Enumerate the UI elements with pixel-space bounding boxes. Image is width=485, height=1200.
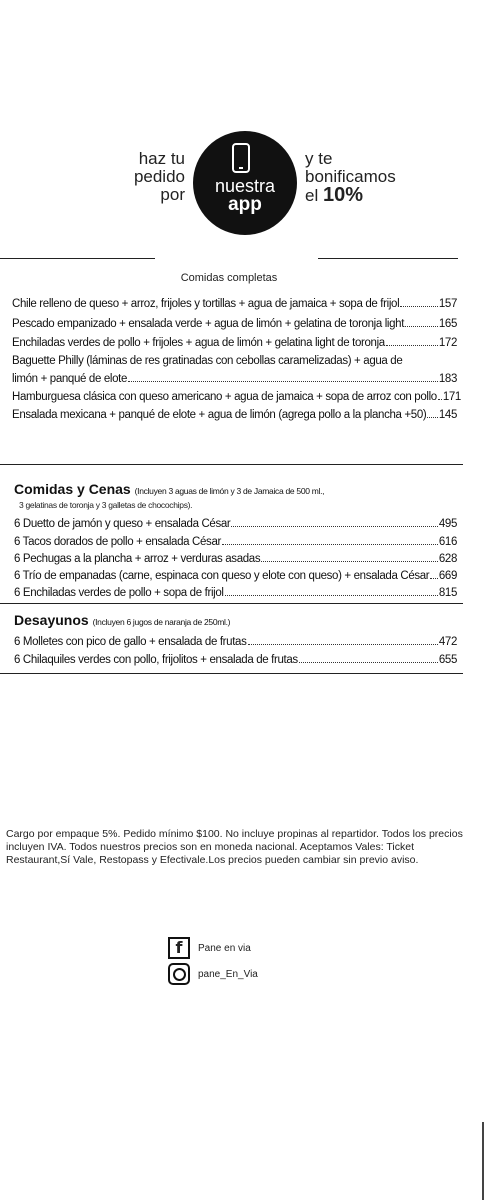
menu-item-price: 472 [438, 636, 457, 648]
section-title-comidas-y-cenas [14, 481, 324, 497]
promo-right-line [305, 186, 475, 205]
promo-right-line: bonificamos [305, 167, 396, 186]
menu-item [12, 298, 457, 310]
dot-leader [438, 399, 442, 400]
dot-leader [222, 544, 438, 545]
section-note: (Incluyen 6 jugos de naranja de 250ml.) [92, 617, 231, 627]
facebook-link[interactable] [168, 937, 251, 959]
dot-leader [248, 644, 438, 645]
divider [0, 464, 463, 465]
menu-item-price: 145 [438, 409, 457, 421]
menu-item-price: 628 [438, 553, 457, 565]
menu-item-desc: Enchiladas verdes de pollo + frijoles + agua de limón + gelatina light de toronja [12, 337, 385, 349]
menu-item [14, 636, 457, 648]
menu-item-desc: 6 Pechugas a la plancha + arroz + verduras asadas [14, 553, 261, 565]
dot-leader [299, 662, 438, 663]
promo-left-line: pedido [133, 167, 185, 186]
terms-text: Cargo por empaque 5%. Pedido mínimo $100. No incluye propinas al repartidor. Todos los precios incluyen IVA. Todos nuestros precios son en moneda nacional. Aceptamos Vales: Ticket Restaurant,Sí Vale, Restopass y Efectivale.Los precios pueden cambiar sin previo aviso. [6, 828, 463, 866]
menu-item-desc: Ensalada mexicana + panqué de elote + agua de limón (agrega pollo a la plancha +50) [12, 409, 427, 421]
menu-item-desc: 6 Duetto de jamón y queso + ensalada César [14, 518, 231, 530]
section-title-text: Comidas y Cenas [14, 481, 131, 497]
menu-item-price: 655 [438, 654, 457, 666]
menu-item [12, 373, 457, 385]
divider [0, 603, 463, 604]
dot-leader [231, 526, 437, 527]
facebook-label: Pane en via [198, 942, 251, 954]
section-note: (Incluyen 3 aguas de limón y 3 de Jamaica de 500 ml., [134, 486, 325, 496]
menu-item-price: 616 [438, 536, 457, 548]
menu-item-desc: 6 Tacos dorados de pollo + ensalada César [14, 536, 221, 548]
dot-leader [261, 561, 438, 562]
instagram-link[interactable] [168, 963, 258, 985]
menu-item [12, 391, 461, 403]
menu-item-price: 172 [438, 337, 457, 349]
promo-right-text [305, 150, 475, 205]
promo-left-text [95, 150, 185, 204]
promo-discount-value: 10% [322, 184, 363, 206]
menu-item-desc: 6 Enchiladas verdes de pollo + sopa de frijol [14, 587, 224, 599]
dot-leader [128, 381, 438, 382]
dot-leader [400, 306, 438, 307]
menu-item-price: 171 [442, 391, 461, 403]
divider [0, 258, 155, 259]
promo-discount-prefix: el [305, 186, 323, 205]
section-title-text: Desayunos [14, 612, 89, 628]
instagram-icon [168, 963, 190, 985]
menu-item-desc: Hamburguesa clásica con queso americano + agua de jamaica + sopa de arroz con pollo [12, 391, 437, 403]
menu-item [14, 518, 457, 530]
app-badge-line2: app [228, 194, 262, 215]
menu-item-desc: Baguette Philly (láminas de res gratinadas con cebollas caramelizadas) + agua de [12, 355, 403, 367]
menu-item [14, 553, 457, 565]
menu-item-desc: Chile relleno de queso + arroz, frijoles y tortillas + agua de jamaica + sopa de frijol [12, 298, 400, 310]
dot-leader [386, 345, 438, 346]
menu-item-desc: 6 Trío de empanadas (carne, espinaca con queso y elote con queso) + ensalada César [14, 570, 430, 582]
menu-item-price: 815 [438, 587, 457, 599]
menu-item-price: 495 [438, 518, 457, 530]
instagram-label: pane_En_Via [198, 968, 258, 980]
menu-item [14, 570, 457, 582]
menu-item [14, 536, 457, 548]
dot-leader [225, 595, 438, 596]
smartphone-icon [232, 143, 250, 173]
menu-item [12, 337, 457, 349]
section-title-desayunos [14, 612, 230, 628]
dot-leader [430, 578, 438, 579]
promo-right-line: y te [305, 149, 333, 168]
menu-item-price: 165 [438, 318, 457, 330]
app-badge [193, 131, 297, 235]
menu-item [14, 587, 457, 599]
facebook-icon: f [168, 937, 190, 959]
section-note-line2: 3 gelatinas de toronja y 3 galletas de chocochips). [19, 500, 193, 510]
menu-item-price: 157 [438, 298, 457, 310]
menu-item [12, 409, 457, 421]
dot-leader [427, 417, 438, 418]
menu-item-desc: 6 Chilaquiles verdes con pollo, frijolitos + ensalada de frutas [14, 654, 298, 666]
edge-bar [482, 1122, 484, 1200]
menu-item [12, 318, 457, 330]
section-title-comidas-completas: Comidas completas [180, 272, 278, 284]
menu-item [14, 654, 457, 666]
promo-left-line: por [160, 185, 185, 204]
divider [318, 258, 458, 259]
menu-item-desc: Pescado empanizado + ensalada verde + agua de limón + gelatina de toronja light [12, 318, 405, 330]
menu-item-desc: 6 Molletes con pico de gallo + ensalada de frutas [14, 636, 247, 648]
promo-left-line: haz tu [138, 149, 185, 168]
app-badge-line1: nuestra [214, 176, 276, 196]
menu-item-price: 669 [438, 570, 457, 582]
menu-item-price: 183 [438, 373, 457, 385]
divider [0, 673, 463, 674]
dot-leader [405, 326, 438, 327]
menu-item-desc: limón + panqué de elote [12, 373, 128, 385]
